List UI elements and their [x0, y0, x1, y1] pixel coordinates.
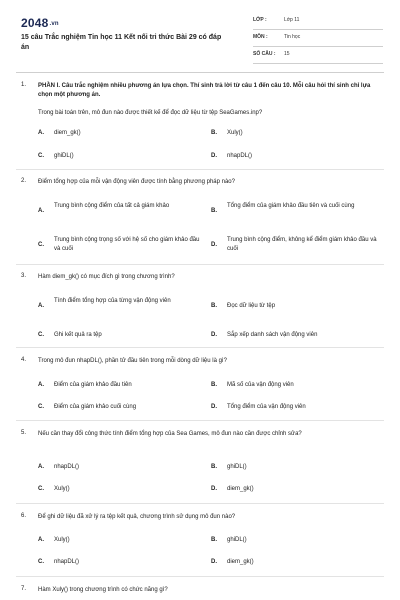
question-text: Điểm tổng hợp của mỗi vận động viên được tính bằng phương pháp nào?	[38, 179, 235, 185]
meta-label: LỚP :	[253, 17, 267, 23]
option-text: diem_gk()	[227, 486, 254, 492]
option-letter: D.	[211, 559, 217, 565]
meta-label: SỐ CÂU :	[253, 51, 276, 57]
meta-value: Tin học	[284, 34, 301, 40]
meta-value: 15	[284, 51, 290, 57]
option-letter: C.	[38, 559, 44, 565]
logo-suffix: .vn	[49, 20, 59, 27]
meta-value: Lớp 11	[284, 17, 300, 23]
meta-label: MÔN :	[253, 34, 268, 40]
question-text: Để ghi dữ liệu đã xử lý ra tệp kết quả, chương trình sử dụng mô đun nào?	[38, 514, 236, 520]
option-letter: C.	[38, 332, 44, 338]
option-text: Tổng điểm của giám khảo đầu tiên và cuối cùng	[227, 203, 355, 209]
document-title: 15 câu Trắc nghiệm Tin học 11 Kết nối tri thức Bài 29 có đáp án	[21, 34, 222, 51]
question-number: 7.	[21, 586, 27, 592]
question-divider	[16, 264, 384, 265]
option-text: Xuly()	[54, 486, 70, 492]
option-text: Ghi kết quả ra tệp	[54, 332, 102, 338]
meta-info	[253, 15, 383, 66]
option-letter: A.	[38, 464, 44, 470]
question-text: PHẦN I. Câu trắc nghiệm nhiều phương án lựa chọn. Thí sinh trả lời từ câu 1 đến câu 10. Mỗi câu hỏi thí sinh chỉ lựa chọn một phương án.	[38, 83, 371, 98]
question-divider	[16, 576, 384, 577]
option-letter: D.	[211, 486, 217, 492]
option-text: Xuly()	[54, 537, 70, 543]
option-letter: C.	[38, 486, 44, 492]
question-text: Nếu cần thay đổi công thức tính điểm tổng hợp của Sea Games, mô đun nào cần được chỉnh sửa?	[38, 431, 302, 437]
option-text: Trung bình cộng điểm của tất cả giám khảo	[54, 203, 170, 209]
header-divider	[16, 72, 384, 73]
option-letter: C.	[38, 242, 44, 248]
option-letter: B.	[211, 303, 217, 309]
page-header	[0, 0, 400, 66]
option-letter: A.	[38, 303, 44, 309]
question-number: 1.	[21, 82, 27, 88]
option-letter: B.	[211, 537, 217, 543]
meta-row-class	[253, 15, 383, 30]
question-text: Hàm Xuly() trong chương trình có chức năng gì?	[38, 587, 168, 593]
option-letter: B.	[211, 130, 217, 136]
question-divider	[16, 503, 384, 504]
option-letter: C.	[38, 404, 44, 410]
option-text: Tính điểm tổng hợp của từng vận động viên	[54, 298, 171, 304]
question-number: 5.	[21, 430, 27, 436]
option-letter: A.	[38, 382, 44, 388]
question-number: 2.	[21, 178, 27, 184]
option-text: nhapDL()	[54, 559, 80, 565]
option-text: ghiDL()	[54, 153, 74, 159]
question-text: Trong mô đun nhapDL(), phần tử đầu tiên trong mỗi dòng dữ liệu là gì?	[38, 358, 227, 364]
option-letter: A.	[38, 208, 44, 214]
question-subtext: Trong bài toán trên, mô đun nào được thiết kế để đọc dữ liệu từ tệp SeaGames.inp?	[38, 110, 263, 116]
option-text: Mã số của vận động viên	[227, 382, 294, 388]
option-text: diem_gk()	[54, 130, 81, 136]
option-letter: B.	[211, 382, 217, 388]
option-text: nhapDL()	[227, 153, 253, 159]
option-text: Trung bình cộng trọng số với hệ số cho giám khảo đầu và cuối	[54, 237, 200, 252]
question-number: 6.	[21, 513, 27, 519]
option-text: Xuly()	[227, 130, 243, 136]
site-logo[interactable]	[21, 16, 59, 30]
option-text: ghiDL()	[227, 464, 247, 470]
option-letter: B.	[211, 464, 217, 470]
question-divider	[16, 169, 384, 170]
question-text: Hàm diem_gk() có mục đích gì trong chương trình?	[38, 274, 175, 280]
question-number: 4.	[21, 357, 27, 363]
logo-text: 2048	[21, 16, 49, 30]
option-text: Sắp xếp danh sách vận động viên	[227, 332, 318, 338]
option-letter: B.	[211, 208, 217, 214]
option-text: Điểm của giám khảo cuối cùng	[54, 404, 137, 410]
option-text: nhapDL()	[54, 464, 80, 470]
option-text: ghiDL()	[227, 537, 247, 543]
question-number: 3.	[21, 273, 27, 279]
question-divider	[16, 420, 384, 421]
option-letter: A.	[38, 537, 44, 543]
option-letter: D.	[211, 242, 217, 248]
option-letter: D.	[211, 332, 217, 338]
option-text: diem_gk()	[227, 559, 254, 565]
option-letter: D.	[211, 404, 217, 410]
option-letter: A.	[38, 130, 44, 136]
option-text: Đọc dữ liệu từ tệp	[227, 303, 276, 309]
option-letter: D.	[211, 153, 217, 159]
option-text: Tổng điểm của vận động viên	[227, 404, 306, 410]
option-text: Trung bình cộng điểm, không kể điểm giám khảo đầu và cuối	[227, 237, 377, 252]
option-text: Điểm của giám khảo đầu tiên	[54, 382, 132, 388]
option-letter: C.	[38, 153, 44, 159]
question-divider	[16, 347, 384, 348]
meta-row-question-count	[253, 49, 383, 64]
meta-row-subject	[253, 32, 383, 47]
